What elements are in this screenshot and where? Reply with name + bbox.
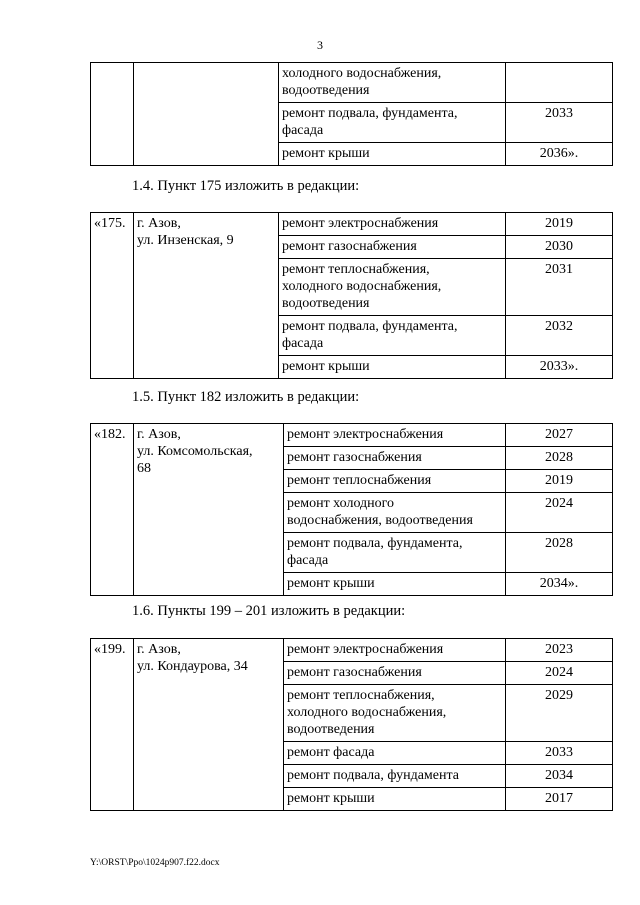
year-cell: 2030 [506, 236, 613, 259]
year-cell: 2033 [506, 742, 613, 765]
address-cell [134, 63, 279, 166]
year-cell: 2031 [506, 259, 613, 316]
year-cell: 2034». [506, 573, 613, 596]
year-cell: 2024 [506, 662, 613, 685]
work-cell: ремонт крыши [284, 788, 506, 811]
year-cell: 2029 [506, 685, 613, 742]
work-cell: ремонт теплоснабжения, холодного водоснабжения, водоотведения [284, 685, 506, 742]
year-cell: 2024 [506, 493, 613, 533]
work-cell: ремонт теплоснабжения [284, 470, 506, 493]
work-cell: ремонт подвала, фундамента [284, 765, 506, 788]
footer-file-path: Y:\ORST\Ppo\1024p907.f22.docx [90, 858, 220, 868]
page-number: 3 [317, 38, 323, 52]
year-cell: 2019 [506, 213, 613, 236]
year-cell: 2019 [506, 470, 613, 493]
continuation-table [90, 62, 613, 166]
item-number-cell: «199. [91, 639, 134, 811]
work-cell: ремонт фасада [284, 742, 506, 765]
work-cell: ремонт подвала, фундамента, фасада [284, 533, 506, 573]
work-cell: холодного водоснабжения, водоотведения [279, 63, 506, 103]
table-row [91, 639, 613, 662]
year-cell: 2036». [506, 143, 613, 166]
section-table [90, 212, 613, 379]
year-cell: 2028 [506, 533, 613, 573]
year-cell: 2034 [506, 765, 613, 788]
work-cell: ремонт газоснабжения [284, 447, 506, 470]
year-cell: 2033». [506, 356, 613, 379]
work-cell: ремонт крыши [279, 143, 506, 166]
work-cell: ремонт холодного водоснабжения, водоотведения [284, 493, 506, 533]
section-caption: 1.6. Пункты 199 – 201 изложить в редакции: [132, 603, 406, 619]
section-caption: 1.4. Пункт 175 изложить в редакции: [132, 178, 360, 194]
year-cell: 2028 [506, 447, 613, 470]
table-row [91, 63, 613, 103]
section-caption: 1.5. Пункт 182 изложить в редакции: [132, 389, 360, 405]
work-cell: ремонт электроснабжения [284, 639, 506, 662]
year-cell: 2023 [506, 639, 613, 662]
work-cell: ремонт электроснабжения [284, 424, 506, 447]
table-row [91, 424, 613, 447]
year-cell: 2017 [506, 788, 613, 811]
item-number-cell: «175. [91, 213, 134, 379]
item-number-cell [91, 63, 134, 166]
work-cell: ремонт подвала, фундамента, фасада [279, 316, 506, 356]
year-cell: 2032 [506, 316, 613, 356]
section-table [90, 423, 613, 596]
work-cell: ремонт газоснабжения [279, 236, 506, 259]
work-cell: ремонт газоснабжения [284, 662, 506, 685]
work-cell: ремонт крыши [284, 573, 506, 596]
work-cell: ремонт теплоснабжения, холодного водоснабжения, водоотведения [279, 259, 506, 316]
table-row [91, 213, 613, 236]
work-cell: ремонт подвала, фундамента, фасада [279, 103, 506, 143]
section-table [90, 638, 613, 811]
item-number-cell: «182. [91, 424, 134, 596]
year-cell: 2033 [506, 103, 613, 143]
address-cell: г. Азов, ул. Кондаурова, 34 [134, 639, 284, 811]
address-cell: г. Азов, ул. Комсомольская, 68 [134, 424, 284, 596]
address-cell: г. Азов, ул. Инзенская, 9 [134, 213, 279, 379]
year-cell: 2027 [506, 424, 613, 447]
year-cell [506, 63, 613, 103]
work-cell: ремонт электроснабжения [279, 213, 506, 236]
work-cell: ремонт крыши [279, 356, 506, 379]
